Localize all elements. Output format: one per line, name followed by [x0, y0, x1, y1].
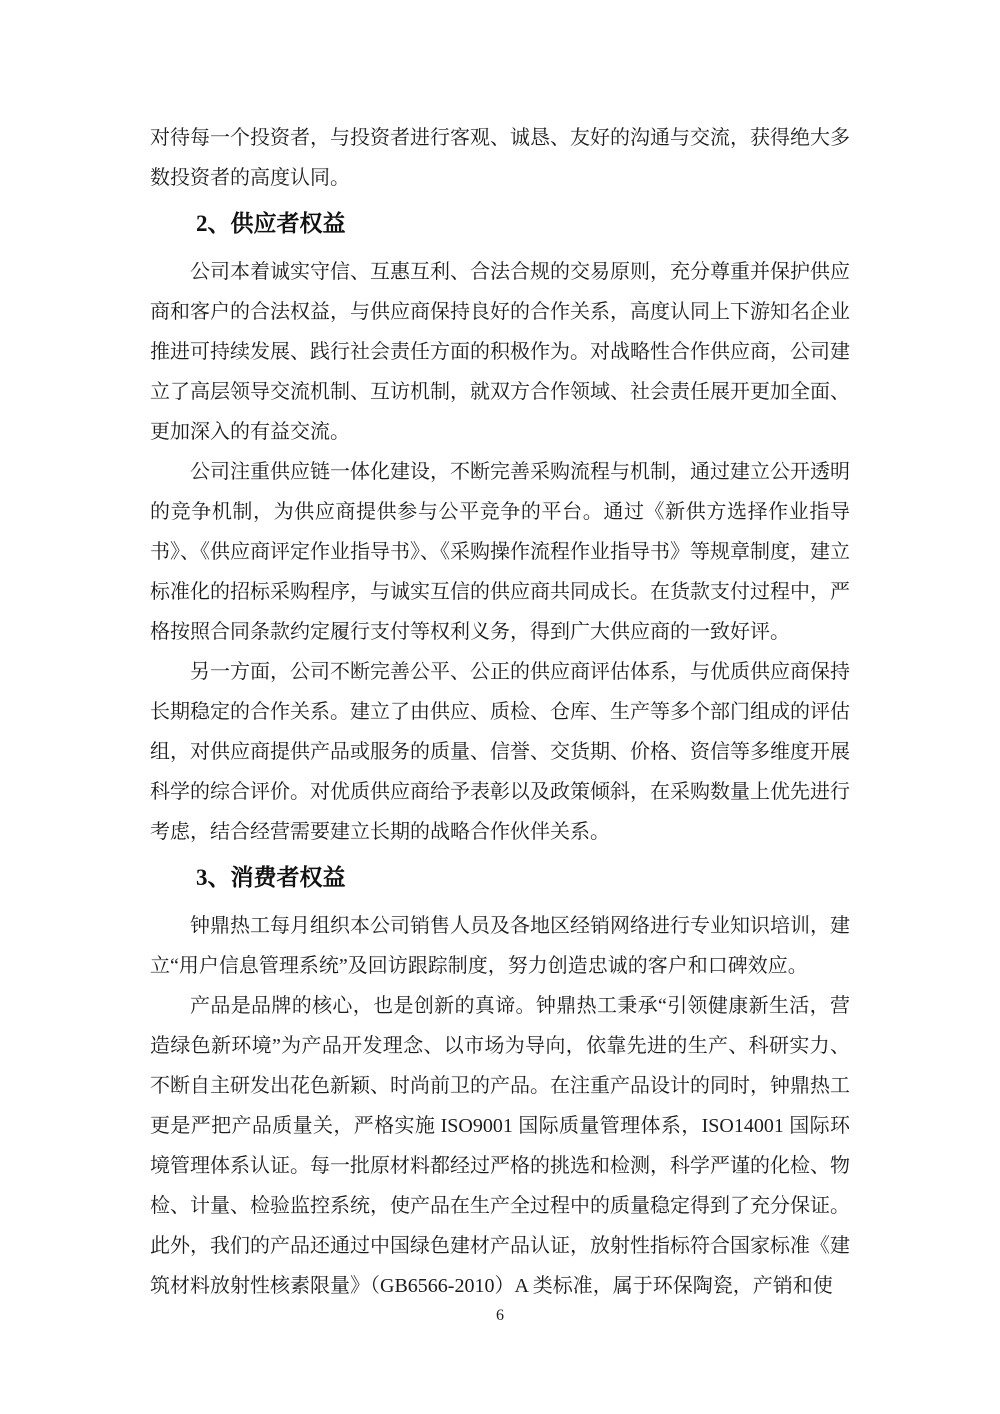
- supplier-rights-paragraph-2: 公司注重供应链一体化建设，不断完善采购流程与机制，通过建立公开透明的竞争机制，为供应商提供参与公平竞争的平台。通过《新供方选择作业指导书》、《供应商评定作业指导书》、《采购操作流程作业指导书》等规章制度，建立标准化的招标采购程序，与诚实互信的供应商共同成长。在货款支付过程中，严格按照合同条款约定履行支付等权利义务，得到广大供应商的一致好评。: [150, 461, 850, 643]
- leading-paragraph: 对待每一个投资者，与投资者进行客观、诚恳、友好的沟通与交流，获得绝大多数投资者的高度认同。: [150, 127, 850, 189]
- supplier-rights-paragraph-3: 另一方面，公司不断完善公平、公正的供应商评估体系，与优质供应商保持长期稳定的合作关系。建立了由供应、质检、仓库、生产等多个部门组成的评估组，对供应商提供产品或服务的质量、信誉、交货期、价格、资信等多维度开展科学的综合评价。对优质供应商给予表彰以及政策倾斜，在采购数量上优先进行考虑，结合经营需要建立长期的战略合作伙伴关系。: [150, 661, 850, 843]
- section-heading-supplier-rights: 2、供应者权益: [196, 211, 346, 236]
- page-content: [150, 118, 850, 1306]
- page-number: 6: [496, 1307, 504, 1324]
- consumer-rights-paragraph-2: 产品是品牌的核心，也是创新的真谛。钟鼎热工秉承“引领健康新生活，营造绿色新环境”为产品开发理念、以市场为导向，依靠先进的生产、科研实力、不断自主研发出花色新颖、时尚前卫的产品。在注重产品设计的同时，钟鼎热工更是严把产品质量关，严格实施 ISO9001 国际质量管理体系，ISO14001 国际环境管理体系认证。每一批原材料都经过严格的挑选和检测，科学严谨的化检、物检、计量、检验监控系统，使产品在生产全过程中的质量稳定得到了充分保证。此外，我们的产品还通过中国绿色建材产品认证，放射性指标符合国家标准《建筑材料放射性核素限量》（GB6566-2010）A 类标准，属于环保陶瓷，产销和使: [150, 995, 850, 1297]
- consumer-rights-paragraph-1: 钟鼎热工每月组织本公司销售人员及各地区经销网络进行专业知识培训，建立“用户信息管理系统”及回访跟踪制度，努力创造忠诚的客户和口碑效应。: [150, 915, 850, 977]
- supplier-rights-paragraph-1: 公司本着诚实守信、互惠互利、合法合规的交易原则，充分尊重并保护供应商和客户的合法权益，与供应商保持良好的合作关系，高度认同上下游知名企业推进可持续发展、践行社会责任方面的积极作为。对战略性合作供应商，公司建立了高层领导交流机制、互访机制，就双方合作领域、社会责任展开更加全面、更加深入的有益交流。: [150, 261, 850, 443]
- section-heading-consumer-rights: 3、消费者权益: [196, 865, 346, 890]
